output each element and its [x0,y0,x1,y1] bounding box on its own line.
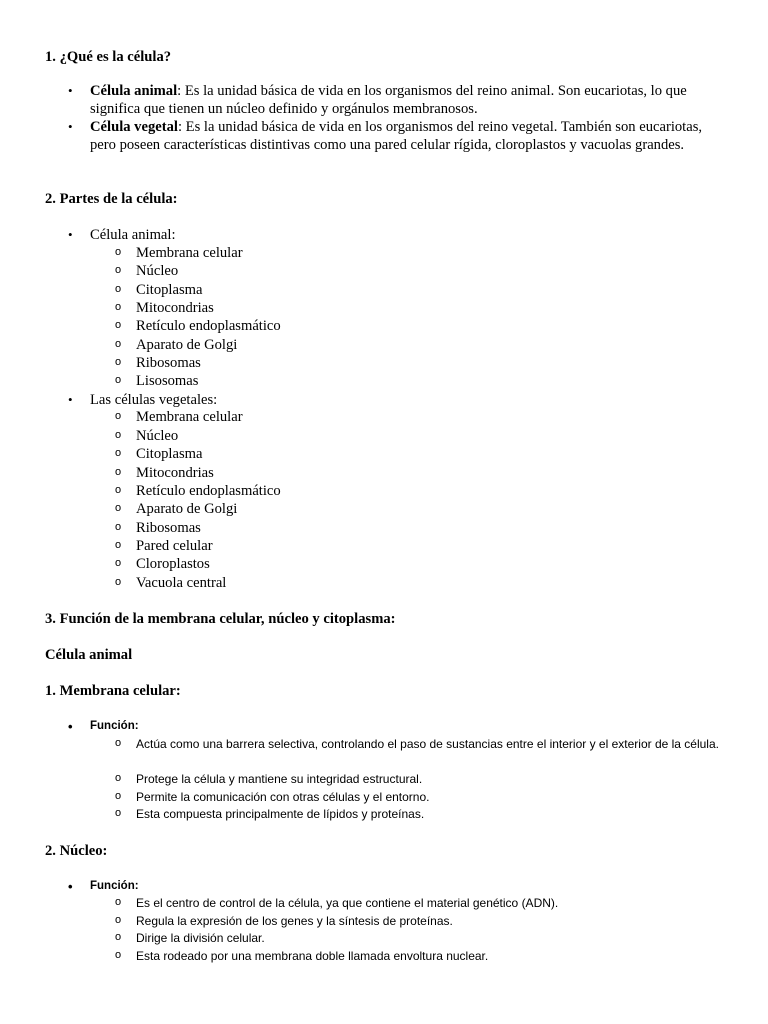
nucleo-function-item: o Regula la expresión de los genes y la síntesis de proteínas. [136,913,453,930]
list-item-celula-vegetal [90,118,730,154]
vegetal-part: o Cloroplastos [136,555,210,573]
animal-part: o Retículo endoplasmático [136,317,281,335]
vegetal-part: o Aparato de Golgi [136,500,237,518]
animal-part: o Citoplasma [136,281,202,299]
list-item-celula-animal [90,82,730,118]
nucleo-function-item: o Esta rodeado por una membrana doble llamada envoltura nuclear. [136,948,488,965]
section-1-title: 1. ¿Qué es la célula? [45,49,172,65]
term-celula-vegetal: Célula vegetal [90,119,178,135]
section-3-title: 3. Función de la membrana celular, núcleo y citoplasma: [45,611,396,627]
nucleo-title: 2. Núcleo: [45,843,108,859]
animal-part: o Lisosomas [136,372,198,390]
vegetal-part: o Pared celular [136,537,213,555]
membrana-function-item: o Esta compuesta principalmente de lípidos y proteínas. [136,806,424,823]
vegetal-part: o Ribosomas [136,519,201,537]
nucleo-funcion-label: • Función: [90,878,139,895]
animal-part: o Núcleo [136,262,178,280]
membrana-function-item: o Actúa como una barrera selectiva, controlando el paso de sustancias entre el interior y el exterior de la célula. [136,736,726,753]
vegetal-part: o Citoplasma [136,445,202,463]
nucleo-function-item: o Es el centro de control de la célula, ya que contiene el material genético (ADN). [136,895,558,912]
nucleo-function-item: o Dirige la división celular. [136,930,265,947]
vegetal-part: o Mitocondrias [136,464,214,482]
section-3-subtitle: Célula animal [45,647,133,663]
vegetal-part: o Membrana celular [136,408,243,426]
term-celula-animal: Célula animal [90,83,178,99]
membrana-function-item: o Protege la célula y mantiene su integridad estructural. [136,771,422,788]
list-item-animal-parts-label: • Célula animal: [90,226,176,244]
membrana-function-item: o Permite la comunicación con otras células y el entorno. [136,789,429,806]
animal-part: o Mitocondrias [136,299,214,317]
definition-celula-animal: : Es la unidad básica de vida en los organismos del reino animal. Son eucariotas, lo que significa que tienen un núcleo definido y orgánulos membranosos. [90,83,687,117]
definition-celula-vegetal: : Es la unidad básica de vida en los organismos del reino vegetal. También son eucariotas, pero poseen características distintivas como una pared celular rígida, cloroplastos y vacuolas grandes. [90,119,703,153]
vegetal-part: o Núcleo [136,427,178,445]
list-item-vegetal-parts-label: • Las células vegetales: [90,391,217,409]
animal-part: o Ribosomas [136,354,201,372]
animal-part: o Membrana celular [136,244,243,262]
vegetal-part: o Vacuola central [136,574,226,592]
animal-part: o Aparato de Golgi [136,336,237,354]
section-2-title: 2. Partes de la célula: [45,191,178,207]
vegetal-part: o Retículo endoplasmático [136,482,281,500]
membrana-funcion-label: • Función: [90,718,139,735]
membrana-title: 1. Membrana celular: [45,683,181,699]
